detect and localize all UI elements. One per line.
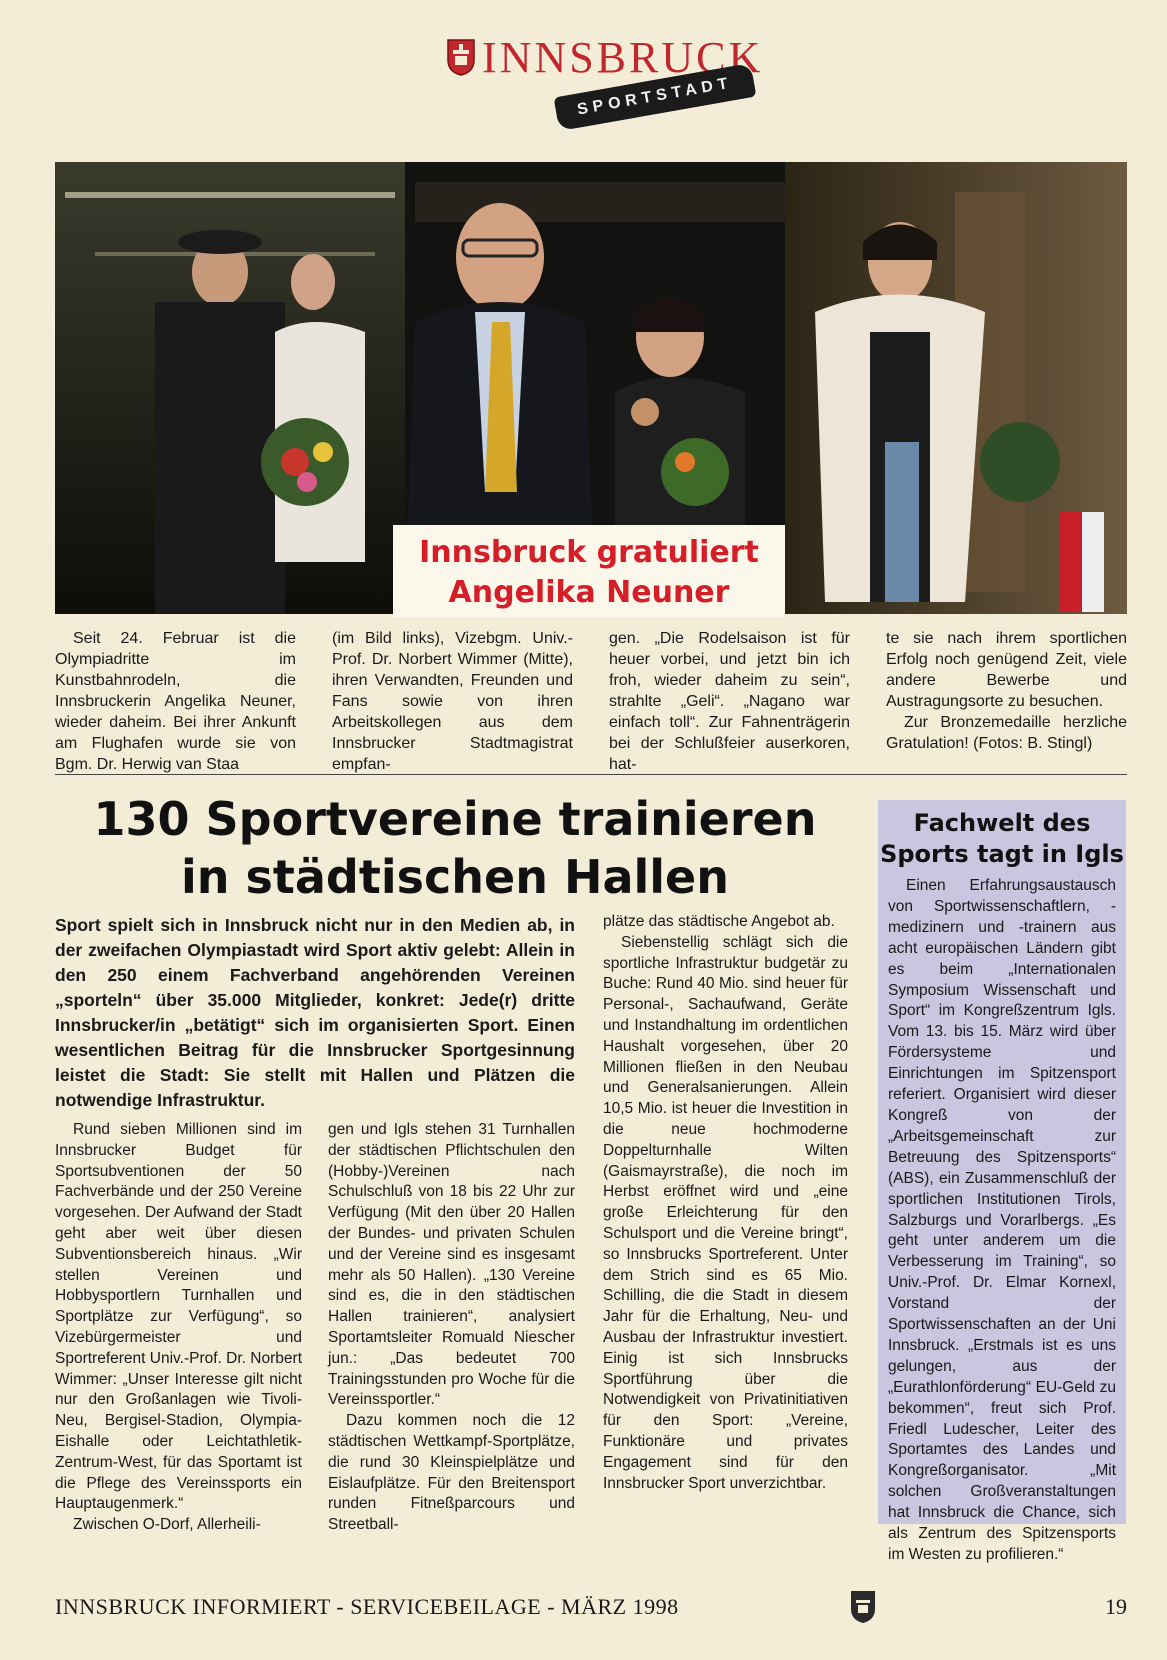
page-footer [55,1594,1127,1624]
photo-headline-line2: Angelika Neuner [448,575,730,610]
article-paragraph: gen und Igls stehen 31 Turnhallen der städtischen Pflichtschulen den (Hobby-)Vereinen nach Schulschluß von 18 bis 22 Uhr zur Verfügung (Mit den über 20 Hallen der Bundes- und privaten Schulen und der Vereine sind es insgesamt mehr als 50 Hallen). „130 Vereine sind es, die in den städtischen Hallen trainieren“, analysiert Sportamtsleiter Romuald Niescher jun.: „Das bedeutet 700 Trainingsstunden pro Woche für die Vereinssportler.“ [328,1121,575,1409]
article-paragraph: Siebenstellig schlägt sich die sportliche Infrastruktur budgetär zu Buche: Rund 40 Mio. sind heuer für Personal-, Sachaufwand, Geräte und Instandhaltung im ordentlichen Haushalt vorgesehen, über 20 Millionen fließen in den Neubau und Generalsanierungen. Allein 10,5 Mio. ist heuer die Investition in die neue hochmoderne Doppelturnhalle Wilten (Gaismayrstraße), die noch im Herbst eröffnet wird und „eine große Erleichterung für den Schulsport und die Vereine bringt“, so Innsbrucks Sportreferent. Unter dem Strich sind es 65 Mio. Schilling, die die Stadt in diesem Jahr für die Erhaltung, Neu- und Ausbau der Infrastruktur investiert. Einig ist sich Innsbrucks Sportführung über die Notwendigkeit von Privatinitiativen für den Sport: „Vereine, Funktionäre und privates Engagement sind für den Innsbrucker Sport unverzichtbar. [603,933,848,1492]
caption-col-2: (im Bild links), Vizebgm. Univ.-Prof. Dr. Norbert Wimmer (Mitte), ihren Verwandten, Freunden und Fans sowie von ihren Arbeitskollegen aus dem Innsbrucker Stadtmagistrat empfan- [332,630,573,773]
article-title-line2: in städtischen Hallen [180,850,729,904]
article-title [55,790,855,906]
sidebar-title-line1: Fachwelt des [913,809,1091,837]
article-lead: Sport spielt sich in Innsbruck nicht nur in den Medien ab, in der zweifachen Olympiastadt wird Sport aktiv gelebt: Allein in den 250 einem Fachverband angehörenden Vereinen „sporteln“ über 35.000 Mitglieder, konkret: Jede(r) dritte Innsbrucker/in „betätigt“ sich im organisierten Sport. Einen wesentlichen Beitrag für die Innsbrucker Sportgesinnung leistet die Stadt: Sie stellt mit Hallen und Plätzen die notwendige Infrastruktur. [55,915,575,1110]
caption-credit: Zur Bronzemedaille herzliche Gratulation! (Fotos: B. Stingl) [886,714,1127,752]
article-paragraph: Zwischen O-Dorf, Allerheili- [73,1516,261,1534]
sidebar-title [878,808,1126,870]
sidebar-title-line2: Sports tagt in Igls [880,840,1124,868]
sidebar-box [878,800,1126,1563]
section-divider [55,774,1127,775]
masthead-title: INNSBRUCK [482,33,764,82]
article-title-line1: 130 Sportvereine trainieren [93,792,817,846]
article-column-2 [328,1120,575,1536]
article-paragraph: plätze das städtische Angebot ab. [603,913,835,930]
caption-col-3: gen. „Die Rodelsaison ist für heuer vorbei, und jetzt bin ich froh, wieder daheim zu sein“, strahlte „Geli“. „Nagano war einfach toll“. Zur Fahnenträgerin bei der Schlußfeier auserkoren, hat- [609,630,850,773]
footer-crest-icon [850,1590,876,1624]
caption-col-4-text: te sie nach ihrem sportlichen Erfolg noch genügend Zeit, viele andere Bewerbe und Austragungsorte zu besuchen. [886,630,1127,710]
caption-col-1: Seit 24. Februar ist die Olympiadritte im Kunstbahnrodeln, die Innsbruckerin Angelika Neuner, wieder daheim. Bei ihrer Ankunft am Flughafen wurde sie von Bgm. Dr. Herwig van Staa [55,630,296,773]
article-column-3 [603,912,848,1494]
photo-caption [55,628,1127,775]
masthead-sportstadt: SPORTSTADT [554,63,757,131]
photo-headline-box [393,525,785,617]
footer-publication: INNSBRUCK INFORMIERT - SERVICEBEILAGE - MÄRZ 1998 [55,1594,679,1619]
page-number: 19 [1105,1594,1127,1619]
article-column-1 [55,1120,302,1536]
photo-headline-line1: Innsbruck gratuliert [419,535,759,570]
article-paragraph: Dazu kommen noch die 12 städtischen Wettkampf-Sportplätze, die rund 30 Kleinspielplätze und Eislaufplätze. Für den Breitensport runden Fitneßparcours und Streetball- [328,1412,575,1534]
article-paragraph: Rund sieben Millionen sind im Innsbrucker Budget für Sportsubventionen der 50 Fachverbände und der 250 Vereine vorgesehen. Der Aufwand der Stadt geht aber weit über diesen Subventionsbereich hinaus. „Wir stellen Vereinen und Hobbysportlern Turnhallen und Sportplätze zur Verfügung“, so Vizebürgermeister und Sportreferent Univ.-Prof. Dr. Norbert Wimmer: „Unser Interesse gilt nicht nur den Großanlagen wie Tivoli-Neu, Bergisel-Stadion, Olympia-Eishalle oder Leichtathletik-Zentrum-West, für das Sportamt ist die Pflege des Vereinssports ein Hauptaugenmerk.“ [55,1121,302,1513]
photo-headline [393,533,785,613]
caption-col-4 [886,628,1127,775]
city-crest-icon [446,38,476,76]
sidebar-text: Einen Erfahrungsaustausch von Sportwissenschaftlern, -medizinern und -trainern aus acht europäischen Ländern gibt es beim „Internationalen Symposium Wissenschaft und Sport“ im Kongreßzentrum Igls. Vom 13. bis 15. März wird über Fördersysteme und Einrichtungen im Spitzensport referiert. Organisiert wird dieser Kongreß von der „Arbeitsgemeinschaft zur Betreuung des Spitzensports“ (ABS), ein Zusammenschluß der sportlichen Institutionen Tirols, Salzburgs und Vorarlbergs. „Es geht unter anderem um die Verbesserung im Training“, so Univ.-Prof. Dr. Elmar Kornexl, Vorstand der Sportwissenschaften an der Uni Innsbruck. „Erstmals ist es uns gelungen, aus der „Eurathlonförderung“ EU-Geld zu bekommen“, freut sich Prof. Friedl Ludescher, Leiter des Sportamtes des Landes und Kongreßorganisator. „Mit solchen Großveranstaltungen hat Innsbruck die Chance, sich als Zentrum des Spitzensports im Westen zu profilieren.“ [888,877,1116,1563]
masthead [440,28,764,123]
